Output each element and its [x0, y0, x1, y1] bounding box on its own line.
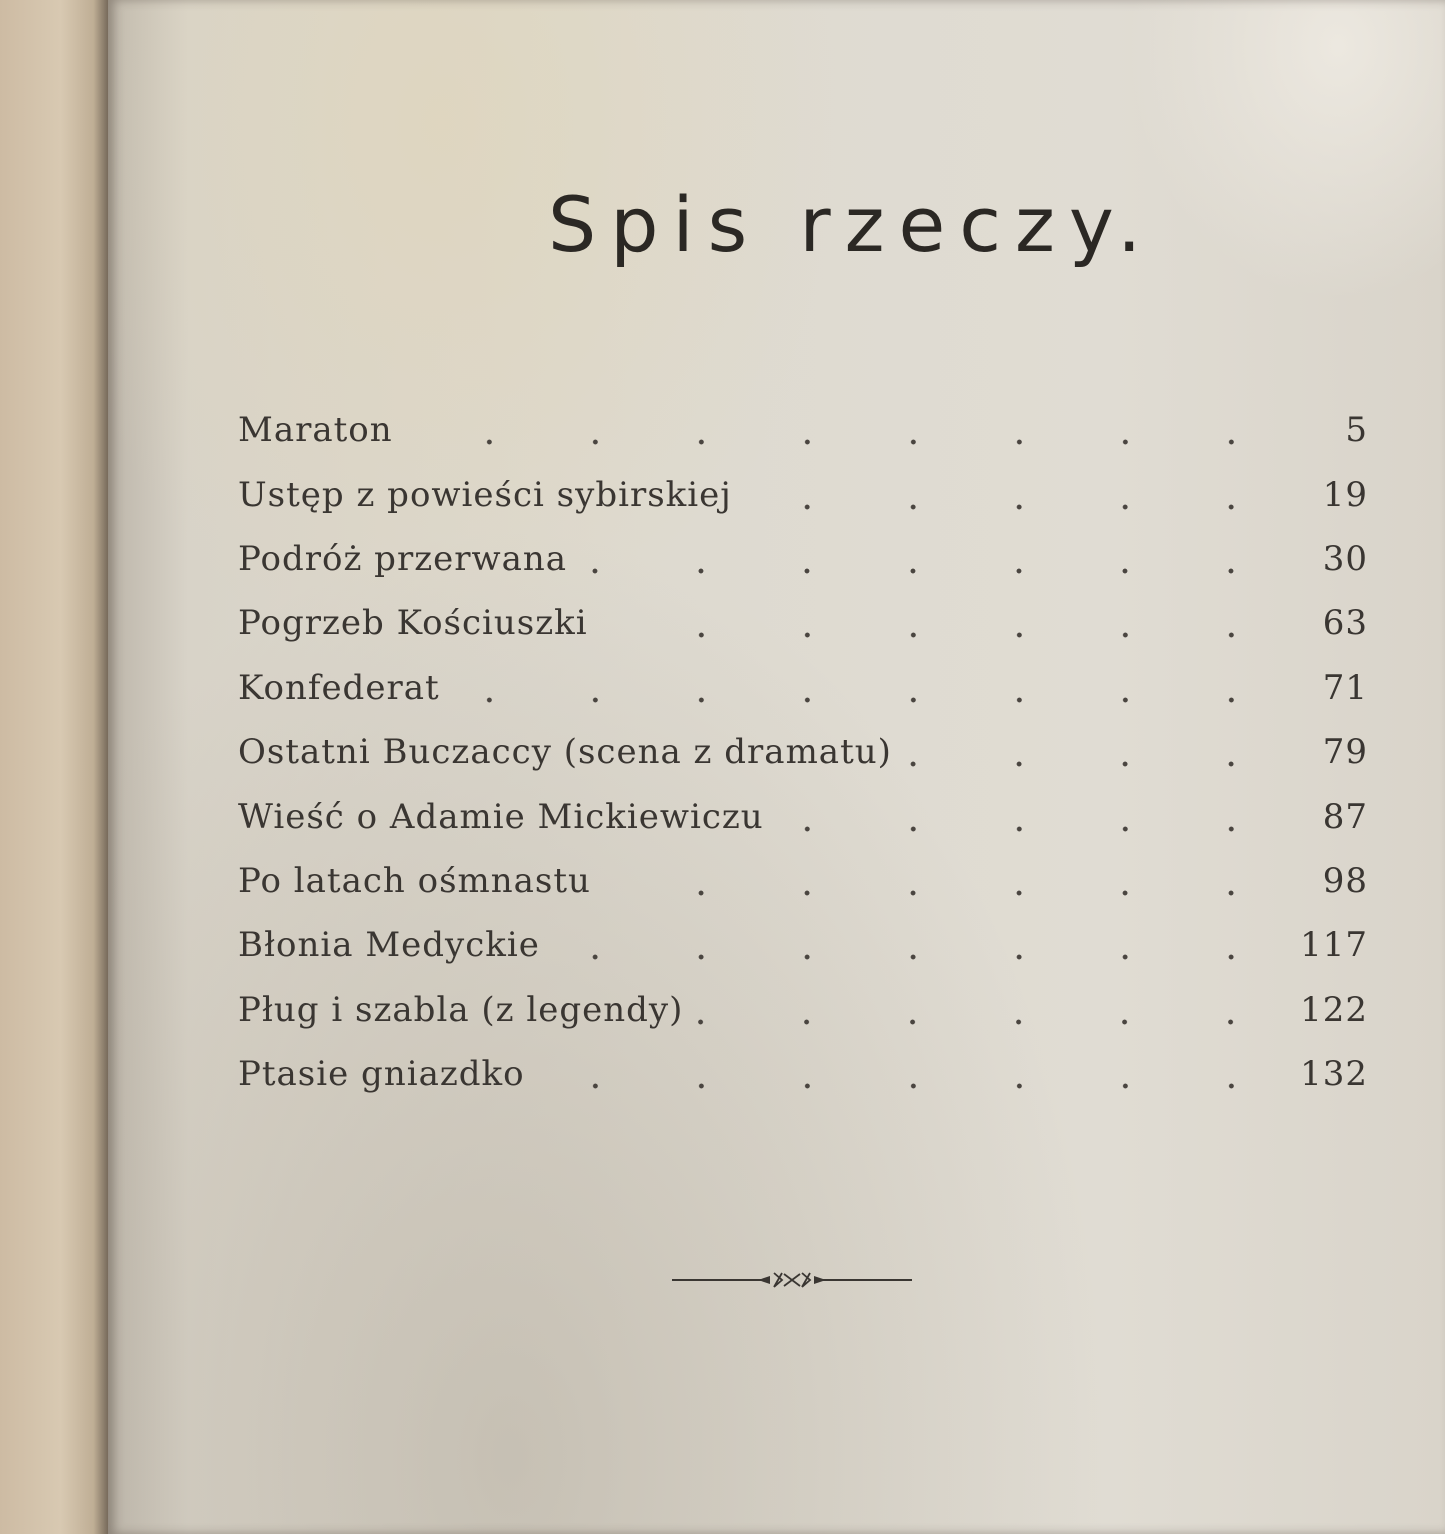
toc-leader-dots — [407, 398, 1298, 462]
toc-entry — [238, 527, 1368, 591]
toc-leader-dots — [554, 913, 1298, 977]
table-of-contents — [238, 398, 1368, 1106]
toc-entry-title: Ustęp z powieści sybirskiej — [238, 474, 732, 515]
book-page — [108, 0, 1445, 1534]
toc-entry-page: 71 — [1322, 667, 1368, 708]
toc-leader-dots — [602, 591, 1298, 655]
toc-leader-dots — [605, 849, 1298, 913]
toc-entry-title: Ptasie gniazdko — [238, 1054, 525, 1095]
toc-entry-page: 132 — [1300, 1054, 1368, 1095]
toc-entry-title: Błonia Medyckie — [238, 925, 540, 966]
toc-entry-title: Ostatni Buczaccy (scena z dramatu) — [238, 732, 892, 773]
toc-entry — [238, 784, 1368, 848]
toc-entry-title: Wieść o Adamie Mickiewiczu — [238, 796, 764, 837]
toc-leader-dots — [581, 527, 1298, 591]
toc-leader-dots — [746, 463, 1298, 527]
toc-leader-dots — [454, 656, 1298, 720]
toc-leader-dots — [539, 1042, 1298, 1106]
toc-entry-page: 5 — [1345, 410, 1368, 451]
toc-entry-title: Podróż przerwana — [238, 538, 568, 579]
toc-entry-title: Konfederat — [238, 667, 440, 708]
toc-leader-dots — [697, 978, 1298, 1042]
toc-entry-title: Pług i szabla (z legendy) — [238, 989, 684, 1030]
toc-entry — [238, 849, 1368, 913]
toc-entry-page: 122 — [1300, 989, 1368, 1030]
flourish-divider-icon — [670, 1266, 914, 1294]
toc-entry-page: 79 — [1322, 732, 1368, 773]
toc-entry-page: 87 — [1322, 796, 1368, 837]
page-heading: Spis rzeczy. — [548, 180, 1156, 269]
toc-leader-dots — [778, 785, 1298, 849]
book-spine-edge — [0, 0, 110, 1534]
toc-entry-page: 19 — [1322, 474, 1368, 515]
toc-entry — [238, 913, 1368, 977]
toc-entry-page: 63 — [1322, 603, 1368, 644]
toc-entry — [238, 978, 1368, 1042]
toc-entry — [238, 1042, 1368, 1106]
toc-entry — [238, 462, 1368, 526]
toc-entry — [238, 398, 1368, 462]
toc-entry-page: 30 — [1322, 538, 1368, 579]
toc-entry — [238, 720, 1368, 784]
toc-entry-page: 98 — [1322, 860, 1368, 901]
toc-leader-dots — [906, 720, 1298, 784]
toc-entry-title: Maraton — [238, 410, 393, 451]
toc-entry-page: 117 — [1300, 925, 1368, 966]
toc-entry — [238, 591, 1368, 655]
toc-entry-title: Pogrzeb Kościuszki — [238, 603, 588, 644]
toc-entry — [238, 656, 1368, 720]
toc-entry-title: Po latach ośmnastu — [238, 860, 591, 901]
